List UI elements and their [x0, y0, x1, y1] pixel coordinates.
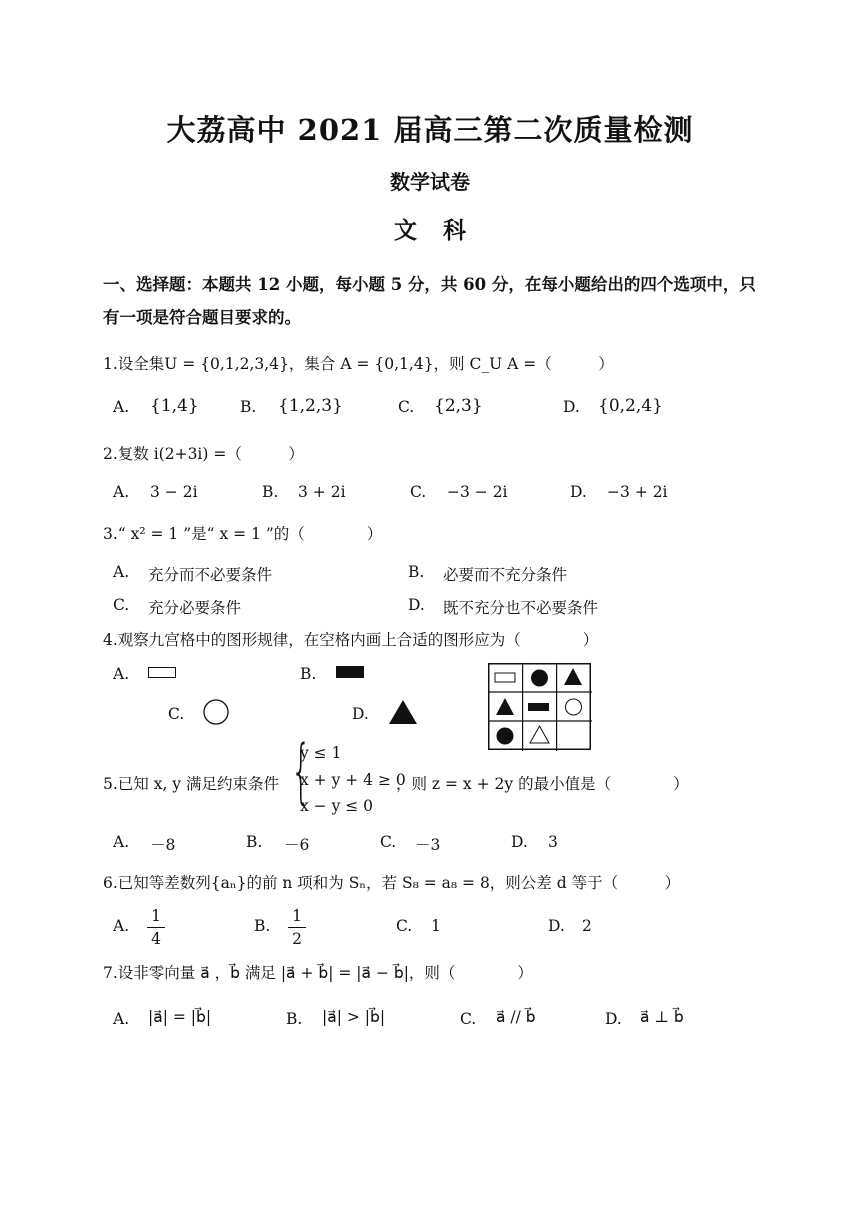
filled-triangle-icon	[387, 698, 419, 726]
q2-option-d-text: −3 + 2i	[607, 483, 668, 501]
constraint-1: y ≤ 1	[300, 744, 342, 762]
grid-filled-circle-icon	[497, 728, 514, 745]
fraction-denominator: 4	[151, 930, 161, 948]
q5-option-c-text: －3	[415, 836, 441, 854]
q1-option-b-label: B.	[240, 398, 257, 416]
q3-option-c-label: C.	[113, 596, 130, 614]
q2-option-b-text: 3 + 2i	[298, 483, 346, 501]
q6-option-c-label: C.	[396, 917, 413, 935]
q1-option-b-text: {1,2,3}	[278, 396, 343, 416]
q1-option-a-label: A.	[113, 398, 130, 416]
q7-option-a-text: |a⃗| = |b⃗|	[148, 1008, 212, 1026]
exam-title: 大荔高中 2021 届高三第二次质量检测	[166, 113, 694, 147]
exam-track: 文科	[394, 217, 492, 244]
grid-filled-triangle-icon	[564, 668, 582, 685]
q5-option-c-label: C.	[380, 833, 397, 851]
exam-subtitle: 数学试卷	[390, 170, 470, 194]
filled-rectangle-icon	[336, 666, 364, 678]
q7-option-b-label: B.	[286, 1010, 303, 1028]
q6-option-c-text: 1	[431, 917, 441, 935]
q4-option-b-label: B.	[300, 665, 317, 683]
q2-option-c-text: −3 − 2i	[447, 483, 508, 501]
q3-option-b-label: B.	[408, 563, 425, 581]
q6-option-d-label: D.	[548, 917, 565, 935]
q4-option-d-label: D.	[352, 705, 369, 723]
fraction-numerator: 1	[292, 907, 302, 925]
nine-grid	[488, 663, 592, 751]
fraction-denominator: 2	[292, 930, 302, 948]
fraction-numerator: 1	[151, 907, 161, 925]
question-5-stem-suffix: ，则 z = x + 2y 的最小值是（ ）	[396, 775, 689, 793]
fraction-bar	[288, 927, 306, 928]
q6-option-a-fraction	[147, 906, 165, 949]
q3-option-a-text: 充分而不必要条件	[148, 566, 273, 584]
q5-option-b-text: －6	[284, 836, 310, 854]
question-1-stem: 1.设全集U = {0,1,2,3,4}，集合 A = {0,1,4}，则 C_U A =（ ）	[103, 355, 614, 373]
q2-option-a-label: A.	[113, 483, 130, 501]
question-6-stem: 6.已知等差数列{aₙ}的前 n 项和为 Sₙ，若 S₈ = a₈ = 8，则公差 d 等于（ ）	[103, 874, 681, 892]
question-4-stem: 4.观察九宫格中的图形规律，在空格内画上合适的图形应为（ ）	[103, 631, 599, 649]
grid-filled-triangle-icon	[496, 698, 514, 715]
constraint-brace: {	[291, 730, 312, 812]
q7-option-b-text: |a⃗| > |b⃗|	[322, 1008, 386, 1026]
q2-option-b-label: B.	[262, 483, 279, 501]
q5-option-d-text: 3	[548, 833, 558, 851]
q1-option-d-text: {0,2,4}	[598, 396, 663, 416]
q7-option-c-label: C.	[460, 1010, 477, 1028]
q1-option-d-label: D.	[563, 398, 580, 416]
grid-hollow-rectangle-icon	[495, 673, 515, 682]
q7-option-d-label: D.	[605, 1010, 622, 1028]
q4-option-a-label: A.	[113, 665, 130, 683]
q2-option-d-label: D.	[570, 483, 587, 501]
q7-option-c-text: a⃗ // b⃗	[496, 1008, 536, 1026]
q2-option-c-label: C.	[410, 483, 427, 501]
grid-hollow-circle-icon	[566, 699, 582, 715]
question-2-stem: 2.复数 i(2+3i) =（ ）	[103, 445, 304, 463]
q3-option-c-text: 充分必要条件	[148, 599, 242, 617]
grid-hollow-triangle-icon	[530, 726, 549, 743]
q6-option-b-label: B.	[254, 917, 271, 935]
q5-option-a-text: －8	[150, 836, 176, 854]
q6-option-d-text: 2	[582, 917, 592, 935]
grid-filled-circle-icon	[531, 670, 548, 687]
fraction-bar	[147, 927, 165, 928]
hollow-circle-icon	[202, 698, 230, 726]
q3-option-d-label: D.	[408, 596, 425, 614]
q7-option-a-label: A.	[113, 1010, 130, 1028]
q1-option-c-text: {2,3}	[434, 396, 483, 416]
question-5-stem-prefix: 5.已知 x, y 满足约束条件	[103, 775, 279, 793]
q2-option-a-text: 3 − 2i	[150, 483, 198, 501]
q6-option-a-label: A.	[113, 917, 130, 935]
constraint-3: x − y ≤ 0	[300, 797, 374, 815]
q7-option-d-text: a⃗ ⊥ b⃗	[640, 1008, 684, 1026]
q5-option-d-label: D.	[511, 833, 528, 851]
grid-filled-rectangle-icon	[528, 703, 549, 711]
q3-option-a-label: A.	[113, 563, 130, 581]
q4-option-c-label: C.	[168, 705, 185, 723]
q1-option-a-text: {1,4}	[150, 396, 199, 416]
question-7-stem: 7.设非零向量 a⃗ ，b⃗ 满足 |a⃗ + b⃗| = |a⃗ − b⃗|，则（ ）	[103, 964, 533, 982]
hollow-rectangle-icon	[148, 667, 176, 678]
q5-option-b-label: B.	[246, 833, 263, 851]
q1-option-c-label: C.	[398, 398, 415, 416]
q3-option-b-text: 必要而不充分条件	[443, 566, 568, 584]
question-3-stem: 3.“ x² = 1 ”是“ x = 1 ”的（ ）	[103, 525, 383, 543]
constraint-2: x + y + 4 ≥ 0	[300, 771, 406, 789]
q6-option-b-fraction	[288, 906, 306, 949]
section-heading: 一、选择题：本题共 12 小题，每小题 5 分，共 60 分，在每小题给出的四个选项中，只有一项是符合题目要求的。	[103, 275, 756, 327]
q5-option-a-label: A.	[113, 833, 130, 851]
q3-option-d-text: 既不充分也不必要条件	[443, 599, 599, 617]
